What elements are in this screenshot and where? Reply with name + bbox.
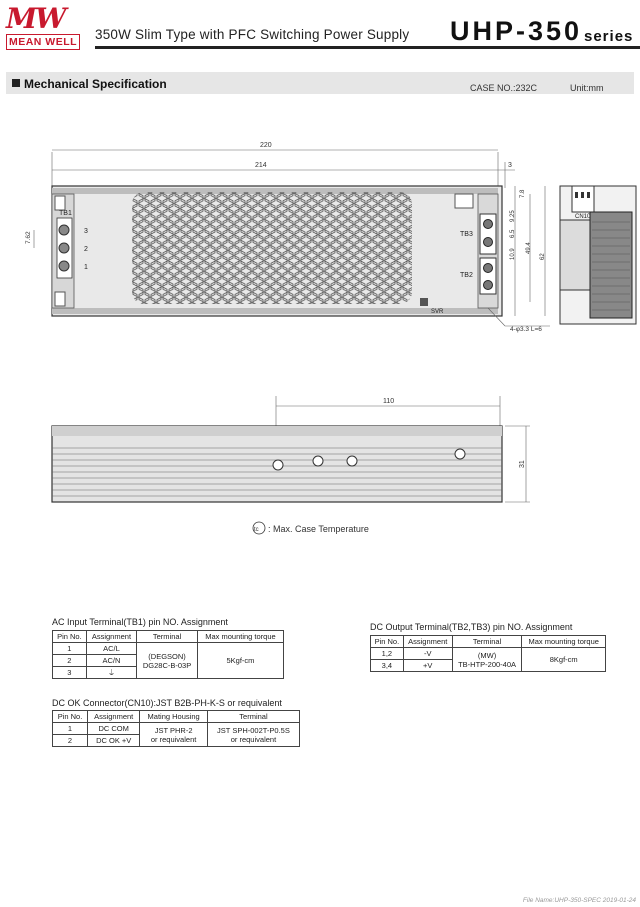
assign-cell: -V — [403, 648, 452, 660]
dim-r2: 9.25 — [510, 210, 516, 222]
header-cell: Mating Housing — [140, 711, 208, 723]
table-row — [371, 636, 606, 648]
logo-mark: MW — [6, 2, 65, 35]
tb1-table — [52, 630, 284, 679]
pin-3-label: 3 — [84, 228, 88, 235]
unit-label: Unit:mm — [570, 83, 604, 93]
dim-r1: 7.8 — [520, 189, 526, 198]
cn10-table — [52, 710, 300, 747]
dim-r5: 49.4 — [526, 242, 532, 254]
tc-legend: : Max. Case Temperature — [268, 524, 369, 534]
tb2-label: TB2 — [460, 272, 473, 279]
terminal-cell — [452, 648, 522, 672]
header-cell: Terminal — [137, 631, 198, 643]
dim-left: 7.62 — [25, 231, 32, 244]
dim-r4: 10.9 — [510, 248, 516, 260]
pin-cell: 3,4 — [371, 660, 404, 672]
pin-cell: 1 — [53, 643, 87, 655]
table-row — [53, 643, 284, 655]
header-cell: Max mounting torque — [197, 631, 283, 643]
header-cell: Max mounting torque — [522, 636, 606, 648]
housing-line: or requivalent — [150, 734, 197, 744]
dim-inner: 214 — [255, 162, 267, 169]
header-cell: Assignment — [86, 631, 136, 643]
pin-cell: 2 — [53, 655, 87, 667]
header-cell: Pin No. — [53, 711, 88, 723]
terminal-cell — [137, 643, 198, 679]
top-view-drawing — [0, 130, 640, 350]
terminal-line: DG28C-B-03P — [142, 660, 192, 670]
terminal-line: or requivalent — [230, 734, 277, 744]
pin-cell: 3 — [53, 667, 87, 679]
assign-cell: +V — [403, 660, 452, 672]
terminal-line: (DEGSON) — [148, 651, 186, 661]
header-cell: Assignment — [403, 636, 452, 648]
mean-well-logo — [6, 4, 86, 50]
cn10-label: CN10 — [575, 214, 591, 220]
assign-cell: DC COM — [88, 723, 140, 735]
holes-label: 4-φ3.3 L=6 — [510, 326, 542, 333]
terminal-line: JST SPH-002T-P0.5S — [217, 725, 290, 735]
pin-1-label: 1 — [84, 264, 88, 271]
terminal-line: (MW) — [477, 650, 497, 660]
pin-cell: 2 — [53, 735, 88, 747]
header-cell: Pin No. — [371, 636, 404, 648]
svr-label: SVR — [431, 309, 444, 315]
dc-caption: DC Output Terminal(TB2,TB3) pin NO. Assignment — [370, 622, 573, 632]
assign-cell: AC/L — [86, 643, 136, 655]
torque-cell: 8Kgf-cm — [522, 648, 606, 672]
dim-side-len: 110 — [383, 398, 395, 405]
dc-table — [370, 635, 606, 672]
table-row — [371, 648, 606, 660]
assign-cell: AC/N — [86, 655, 136, 667]
case-number: CASE NO.:232C — [470, 83, 538, 93]
tc-symbol: tc — [254, 527, 259, 533]
header-cell: Terminal — [452, 636, 522, 648]
section-title: Mechanical Specification — [24, 77, 167, 91]
header-cell: Pin No. — [53, 631, 87, 643]
dim-overall: 220 — [260, 142, 272, 149]
logo-text: MEAN WELL — [6, 34, 80, 50]
side-view-drawing — [0, 390, 640, 550]
assign-cell: DC OK +V — [88, 735, 140, 747]
cn10-caption: DC OK Connector(CN10):JST B2B-PH-K-S or requivalent — [52, 698, 282, 708]
header-rule — [95, 46, 640, 49]
dim-r6: 62 — [540, 253, 546, 260]
section-square-icon — [12, 79, 20, 87]
torque-cell: 5Kgf-cm — [197, 643, 283, 679]
product-title: 350W Slim Type with PFC Switching Power Supply — [95, 27, 410, 42]
header-cell: Assignment — [88, 711, 140, 723]
housing-line: JST PHR-2 — [154, 725, 193, 735]
tb3-label: TB3 — [460, 231, 473, 238]
pin-cell: 1,2 — [371, 648, 404, 660]
table-row — [53, 711, 300, 723]
series-label: series — [584, 28, 634, 45]
housing-cell — [140, 723, 208, 747]
dim-right: 3 — [508, 162, 512, 169]
dim-r3: 6.5 — [510, 229, 516, 238]
terminal-line: TB-HTP-200-40A — [458, 659, 517, 669]
tb1-label: TB1 — [59, 210, 72, 217]
terminal-cell — [207, 723, 299, 747]
pin-cell: 1 — [53, 723, 88, 735]
table-row — [53, 631, 284, 643]
tb1-caption: AC Input Terminal(TB1) pin NO. Assignment — [52, 617, 228, 627]
model-name: UHP-350 — [450, 16, 583, 46]
table-row — [53, 723, 300, 735]
dim-side-height: 31 — [519, 460, 526, 468]
header-cell: Terminal — [207, 711, 299, 723]
footer-filename: File Name:UHP-350-SPEC 2019-01-24 — [522, 897, 636, 904]
ground-icon: ⏚ — [86, 667, 136, 679]
pin-2-label: 2 — [84, 246, 88, 253]
